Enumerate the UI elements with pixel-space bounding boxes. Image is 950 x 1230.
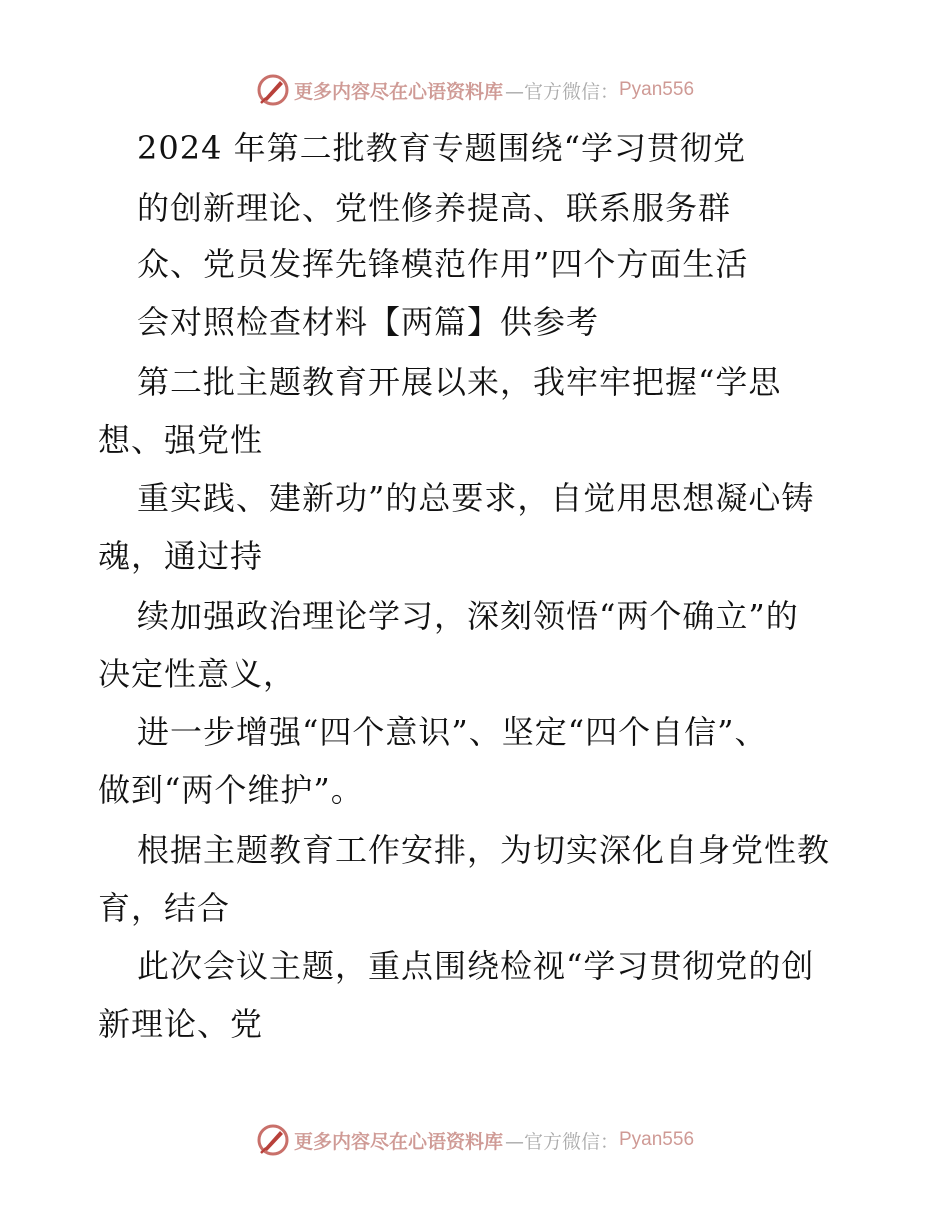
footer-watermark (0, 1120, 950, 1160)
watermark-site-name: 更多内容尽在心语资料库 (293, 80, 503, 103)
watermark-official-label: —官方微信： (504, 1130, 619, 1153)
quill-pen-logo-icon (256, 73, 290, 107)
paragraph-line: 育，结合 (98, 889, 231, 927)
paragraph-line: 想、强党性 (98, 421, 264, 459)
paragraph-line: 魂，通过持 (98, 537, 264, 575)
paragraph-line: 进一步增强“四个意识”、坚定“四个自信”、 (137, 713, 768, 751)
paragraph-line: 第二批主题教育开展以来，我牢牢把握“学思 (137, 363, 782, 401)
title-line-2: 的创新理论、党性修养提高、联系服务群 (137, 189, 732, 227)
quill-pen-logo-icon (256, 1123, 290, 1157)
watermark-site-name: 更多内容尽在心语资料库 (293, 1130, 503, 1153)
paragraph-line: 新理论、党 (98, 1005, 264, 1043)
watermark-official-label: —官方微信： (504, 80, 619, 103)
paragraph-line: 重实践、建新功”的总要求，自觉用思想凝心铸 (137, 479, 815, 517)
paragraph-line: 根据主题教育工作安排，为切实深化自身党性教 (137, 831, 831, 869)
title-line-4: 会对照检查材料【两篇】供参考 (137, 303, 600, 341)
title-line-1: 2024 年第二批教育专题围绕“学习贯彻党 (137, 129, 746, 167)
watermark-account-id: Pyan556 (619, 1129, 695, 1150)
title-line-3: 众、党员发挥先锋模范作用”四个方面生活 (137, 245, 749, 283)
watermark-account-id: Pyan556 (619, 79, 695, 100)
paragraph-line: 此次会议主题，重点围绕检视“学习贯彻党的创 (137, 947, 815, 985)
paragraph-line: 决定性意义， (98, 655, 297, 693)
header-watermark (0, 70, 950, 110)
paragraph-line: 续加强政治理论学习，深刻领悟“两个确立”的 (137, 597, 799, 635)
paragraph-line: 做到“两个维护”。 (98, 771, 364, 809)
